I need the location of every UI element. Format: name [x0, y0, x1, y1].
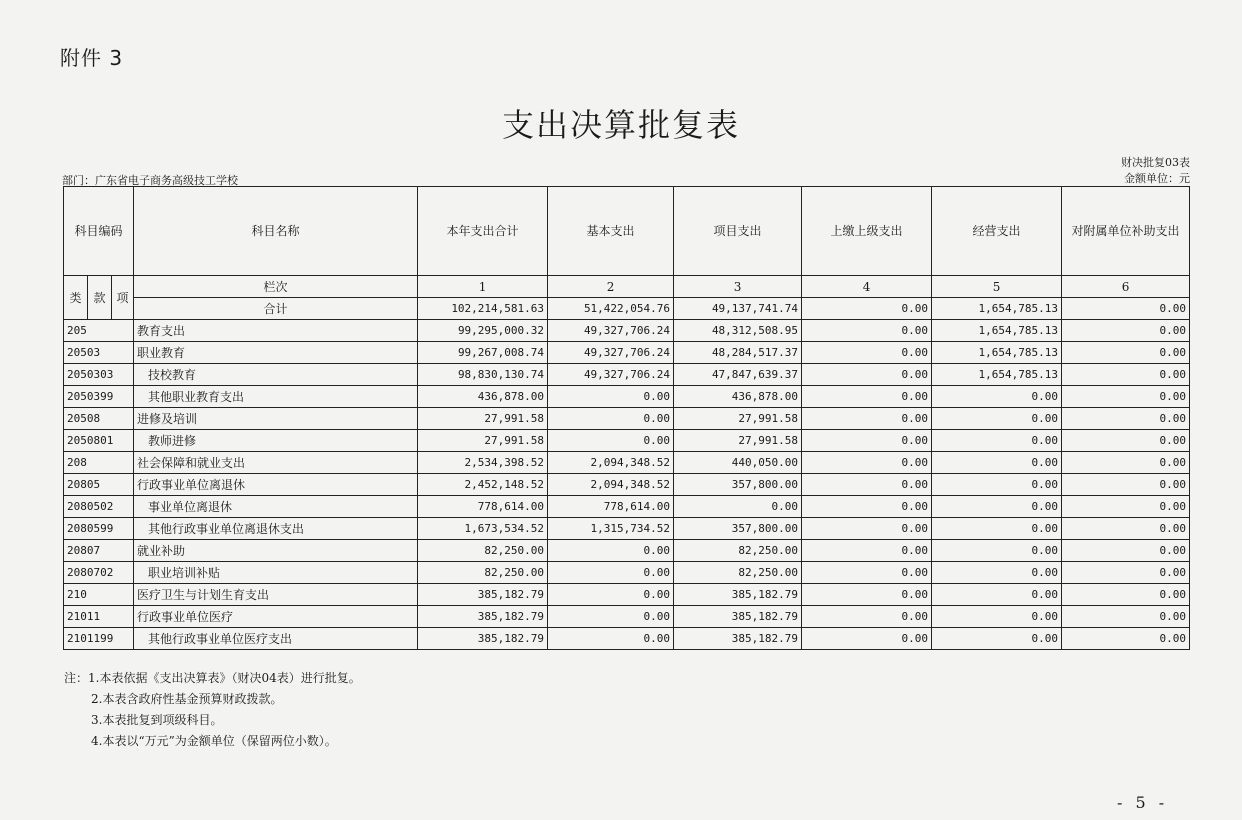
amount-cell: 0.00	[802, 518, 932, 540]
table-row	[64, 540, 1190, 562]
amount-cell: 0.00	[1062, 452, 1190, 474]
amount-cell: 385,182.79	[418, 606, 548, 628]
totals-row	[64, 298, 1190, 320]
lanci-label: 栏次	[134, 276, 418, 298]
amount-cell: 0.00	[1062, 496, 1190, 518]
amount-cell: 0.00	[932, 496, 1062, 518]
header-basic: 基本支出	[548, 187, 674, 276]
totals-label: 合计	[134, 298, 418, 320]
amount-cell: 0.00	[932, 540, 1062, 562]
amount-cell: 0.00	[674, 496, 802, 518]
amount-cell: 0.00	[802, 342, 932, 364]
amount-cell: 82,250.00	[418, 562, 548, 584]
table-row	[64, 342, 1190, 364]
amount-cell: 385,182.79	[674, 584, 802, 606]
subject-name: 事业单位离退休	[134, 496, 418, 518]
amount-cell: 0.00	[802, 562, 932, 584]
amount-cell: 357,800.00	[674, 518, 802, 540]
subject-name: 其他行政事业单位离退休支出	[134, 518, 418, 540]
amount-cell: 0.00	[802, 540, 932, 562]
subject-name: 行政事业单位离退休	[134, 474, 418, 496]
amount-cell: 778,614.00	[548, 496, 674, 518]
amount-cell: 0.00	[802, 606, 932, 628]
amount-cell: 0.00	[548, 606, 674, 628]
table-row	[64, 408, 1190, 430]
subject-code: 2050399	[64, 386, 134, 408]
header-operation: 经营支出	[932, 187, 1062, 276]
column-number: 6	[1062, 276, 1190, 298]
total-cell: 1,654,785.13	[932, 298, 1062, 320]
note-line: 4.本表以“万元”为金额单位（保留两位小数）。	[91, 734, 337, 748]
amount-cell: 385,182.79	[674, 606, 802, 628]
subject-name: 职业教育	[134, 342, 418, 364]
amount-cell: 0.00	[1062, 364, 1190, 386]
amount-cell: 0.00	[802, 452, 932, 474]
subject-name: 教育支出	[134, 320, 418, 342]
amount-cell: 1,673,534.52	[418, 518, 548, 540]
amount-cell: 0.00	[802, 430, 932, 452]
amount-cell: 0.00	[548, 408, 674, 430]
amount-cell: 385,182.79	[674, 628, 802, 650]
amount-cell: 0.00	[548, 540, 674, 562]
amount-cell: 0.00	[548, 584, 674, 606]
amount-cell: 0.00	[802, 408, 932, 430]
amount-cell: 0.00	[1062, 408, 1190, 430]
total-cell: 102,214,581.63	[418, 298, 548, 320]
subject-code: 2050801	[64, 430, 134, 452]
amount-cell: 99,267,008.74	[418, 342, 548, 364]
subject-code: 2080702	[64, 562, 134, 584]
amount-cell: 1,654,785.13	[932, 364, 1062, 386]
expenditure-table	[63, 186, 1190, 650]
amount-cell: 2,094,348.52	[548, 474, 674, 496]
amount-cell: 385,182.79	[418, 628, 548, 650]
total-cell: 0.00	[802, 298, 932, 320]
amount-cell: 2,534,398.52	[418, 452, 548, 474]
amount-cell: 778,614.00	[418, 496, 548, 518]
amount-cell: 0.00	[548, 386, 674, 408]
subject-code: 210	[64, 584, 134, 606]
table-row	[64, 320, 1190, 342]
page-number: - 5 -	[1117, 793, 1169, 812]
amount-cell: 357,800.00	[674, 474, 802, 496]
table-row	[64, 628, 1190, 650]
subject-code: 20807	[64, 540, 134, 562]
attachment-label: 附件 3	[60, 46, 124, 70]
amount-cell: 0.00	[1062, 562, 1190, 584]
subject-code: 2080502	[64, 496, 134, 518]
amount-cell: 0.00	[1062, 474, 1190, 496]
amount-cell: 0.00	[548, 562, 674, 584]
note-line: 注：1.本表依据《支出决算表》（财决04表）进行批复。	[64, 671, 361, 685]
form-code: 财决批复03表	[1121, 156, 1190, 169]
column-number: 1	[418, 276, 548, 298]
amount-cell: 49,327,706.24	[548, 364, 674, 386]
table-row	[64, 452, 1190, 474]
amount-cell: 48,284,517.37	[674, 342, 802, 364]
amount-cell: 0.00	[932, 562, 1062, 584]
subject-name: 其他职业教育支出	[134, 386, 418, 408]
header-name: 科目名称	[134, 187, 418, 276]
amount-cell: 27,991.58	[674, 408, 802, 430]
amount-cell: 0.00	[802, 496, 932, 518]
total-cell: 0.00	[1062, 298, 1190, 320]
total-cell: 49,137,741.74	[674, 298, 802, 320]
amount-cell: 27,991.58	[674, 430, 802, 452]
table-row	[64, 474, 1190, 496]
header-xiang: 项	[112, 276, 134, 320]
column-number: 4	[802, 276, 932, 298]
table-row	[64, 584, 1190, 606]
amount-cell: 0.00	[802, 474, 932, 496]
page-title: 支出决算批复表	[501, 106, 740, 144]
amount-cell: 1,654,785.13	[932, 320, 1062, 342]
column-number: 5	[932, 276, 1062, 298]
total-cell: 51,422,054.76	[548, 298, 674, 320]
header-row	[64, 187, 1190, 276]
notes-block	[64, 668, 361, 752]
subject-name: 医疗卫生与计划生育支出	[134, 584, 418, 606]
amount-cell: 0.00	[932, 386, 1062, 408]
amount-cell: 0.00	[548, 430, 674, 452]
subject-name: 技校教育	[134, 364, 418, 386]
amount-cell: 0.00	[1062, 386, 1190, 408]
amount-cell: 0.00	[1062, 342, 1190, 364]
amount-cell: 82,250.00	[674, 540, 802, 562]
amount-cell: 0.00	[1062, 320, 1190, 342]
amount-cell: 385,182.79	[418, 584, 548, 606]
amount-cell: 27,991.58	[418, 430, 548, 452]
subject-code: 20805	[64, 474, 134, 496]
amount-cell: 0.00	[802, 320, 932, 342]
table-row	[64, 364, 1190, 386]
amount-cell: 1,315,734.52	[548, 518, 674, 540]
header-total: 本年支出合计	[418, 187, 548, 276]
header-upper: 上缴上级支出	[802, 187, 932, 276]
note-line: 3.本表批复到项级科目。	[91, 713, 223, 727]
amount-cell: 440,050.00	[674, 452, 802, 474]
subject-code: 2101199	[64, 628, 134, 650]
subject-code: 205	[64, 320, 134, 342]
amount-cell: 436,878.00	[674, 386, 802, 408]
header-lei: 类	[64, 276, 88, 320]
amount-cell: 0.00	[932, 474, 1062, 496]
amount-cell: 1,654,785.13	[932, 342, 1062, 364]
column-number: 2	[548, 276, 674, 298]
subject-name: 社会保障和就业支出	[134, 452, 418, 474]
column-number: 3	[674, 276, 802, 298]
amount-cell: 0.00	[932, 628, 1062, 650]
header-project: 项目支出	[674, 187, 802, 276]
note-line: 2.本表含政府性基金预算财政拨款。	[91, 692, 283, 706]
subject-code: 2080599	[64, 518, 134, 540]
amount-cell: 0.00	[1062, 518, 1190, 540]
amount-cell: 49,327,706.24	[548, 320, 674, 342]
form-meta	[1121, 155, 1190, 187]
amount-cell: 27,991.58	[418, 408, 548, 430]
amount-cell: 82,250.00	[418, 540, 548, 562]
amount-cell: 0.00	[548, 628, 674, 650]
amount-cell: 99,295,000.32	[418, 320, 548, 342]
table-row	[64, 496, 1190, 518]
amount-cell: 0.00	[1062, 628, 1190, 650]
amount-cell: 0.00	[932, 606, 1062, 628]
subject-name: 教师进修	[134, 430, 418, 452]
header-code: 科目编码	[64, 187, 134, 276]
table-row	[64, 562, 1190, 584]
unit-label: 金额单位：元	[1124, 172, 1190, 185]
subject-code: 21011	[64, 606, 134, 628]
amount-cell: 0.00	[1062, 606, 1190, 628]
amount-cell: 0.00	[802, 628, 932, 650]
amount-cell: 47,847,639.37	[674, 364, 802, 386]
amount-cell: 2,452,148.52	[418, 474, 548, 496]
amount-cell: 0.00	[932, 430, 1062, 452]
amount-cell: 0.00	[932, 408, 1062, 430]
amount-cell: 436,878.00	[418, 386, 548, 408]
amount-cell: 82,250.00	[674, 562, 802, 584]
table-row	[64, 430, 1190, 452]
subject-code: 2050303	[64, 364, 134, 386]
table-row	[64, 606, 1190, 628]
subject-name: 行政事业单位医疗	[134, 606, 418, 628]
department-label: 部门：广东省电子商务高级技工学校	[62, 174, 238, 187]
amount-cell: 0.00	[1062, 430, 1190, 452]
subject-name: 职业培训补贴	[134, 562, 418, 584]
amount-cell: 0.00	[1062, 584, 1190, 606]
amount-cell: 98,830,130.74	[418, 364, 548, 386]
amount-cell: 0.00	[932, 452, 1062, 474]
table-row	[64, 518, 1190, 540]
subject-name: 就业补助	[134, 540, 418, 562]
amount-cell: 0.00	[802, 386, 932, 408]
amount-cell: 0.00	[802, 364, 932, 386]
subject-name: 进修及培训	[134, 408, 418, 430]
amount-cell: 0.00	[802, 584, 932, 606]
amount-cell: 0.00	[932, 584, 1062, 606]
subject-name: 其他行政事业单位医疗支出	[134, 628, 418, 650]
amount-cell: 2,094,348.52	[548, 452, 674, 474]
subject-code: 20503	[64, 342, 134, 364]
header-kuan: 款	[88, 276, 112, 320]
column-number-row	[64, 276, 1190, 298]
subject-code: 208	[64, 452, 134, 474]
amount-cell: 0.00	[1062, 540, 1190, 562]
amount-cell: 49,327,706.24	[548, 342, 674, 364]
amount-cell: 0.00	[932, 518, 1062, 540]
subject-code: 20508	[64, 408, 134, 430]
amount-cell: 48,312,508.95	[674, 320, 802, 342]
table-row	[64, 386, 1190, 408]
header-subsidy: 对附属单位补助支出	[1062, 187, 1190, 276]
